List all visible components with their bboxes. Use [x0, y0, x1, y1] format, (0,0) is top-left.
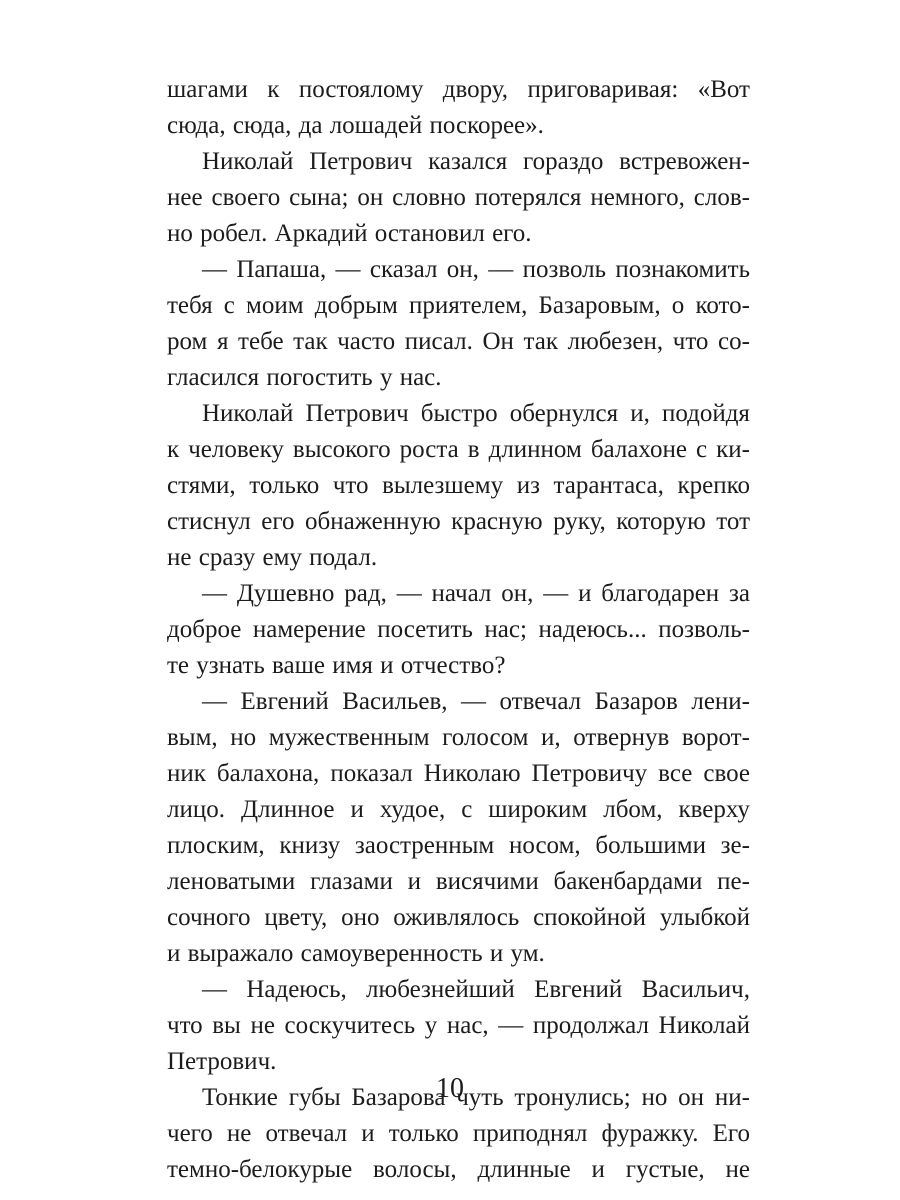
text-word: не: [226, 1120, 252, 1147]
text-word: подойдя: [661, 400, 750, 427]
text-word: гораздо: [523, 148, 604, 175]
text-line: [167, 612, 750, 648]
text-word: из: [516, 472, 540, 499]
text-word: Николаю: [423, 760, 521, 787]
text-word: —: [202, 976, 227, 1003]
text-word: человеку: [188, 436, 284, 463]
text-word: роста: [399, 436, 459, 463]
text-word: худое,: [379, 796, 446, 823]
text-word: все: [658, 760, 693, 787]
text-word: соскучитесь: [284, 1012, 416, 1039]
text-word: его: [261, 508, 295, 535]
text-word: отвечал: [265, 1120, 348, 1147]
text-line: не сразу ему подал.: [167, 544, 378, 571]
text-word: Надеюсь,: [246, 976, 347, 1003]
text-word: вым,: [167, 724, 218, 751]
text-line: [167, 1152, 750, 1188]
text-word: бакенбардами: [553, 868, 703, 895]
text-line: те узнать ваше имя и отчество?: [167, 652, 506, 679]
text-line: [167, 756, 750, 792]
text-word: ки-: [716, 436, 750, 463]
text-word: познакомить: [615, 256, 750, 283]
text-word: казался: [428, 148, 508, 175]
text-word: он: [357, 184, 384, 211]
text-word: и: [407, 868, 422, 895]
text-word: позволь: [522, 256, 606, 283]
text-word: что: [672, 328, 709, 355]
text-word: и: [578, 580, 592, 607]
text-word: что: [167, 1012, 203, 1039]
text-word: и: [350, 796, 364, 823]
text-line: [167, 180, 750, 216]
text-word: благодарен: [601, 580, 720, 607]
text-word: что: [332, 472, 369, 499]
text-word: —: [202, 256, 227, 283]
text-word: у: [424, 1012, 438, 1039]
text-word: Базаров: [594, 688, 678, 715]
text-word: и: [591, 1156, 605, 1183]
text-word: надеюсь...: [538, 616, 647, 643]
text-word: доброе: [167, 616, 242, 643]
text-word: нее: [167, 184, 203, 211]
text-word: широким: [488, 796, 588, 823]
text-line: [167, 792, 750, 828]
text-word: руку,: [553, 508, 606, 535]
text-word: позволь-: [658, 616, 750, 643]
text-word: тебе: [238, 328, 284, 355]
text-word: голосом: [442, 724, 529, 751]
text-line: [167, 720, 750, 756]
text-word: встревожен-: [619, 148, 750, 175]
text-word: Васильич,: [641, 976, 750, 1003]
text-word: любезнейший: [366, 976, 515, 1003]
text-word: Папаша,: [236, 256, 327, 283]
text-word: сочного: [167, 904, 251, 931]
text-word: только: [388, 1120, 459, 1147]
text-line: гласился погостить у нас.: [167, 364, 442, 391]
text-word: ник: [167, 760, 206, 787]
text-word: чего: [167, 1120, 213, 1147]
text-line: [167, 432, 750, 468]
text-word: посетить: [377, 616, 473, 643]
text-word: ни-: [714, 1084, 750, 1111]
text-word: —: [396, 580, 422, 607]
text-word: Николай: [202, 400, 294, 427]
text-word: балахона,: [216, 760, 320, 787]
text-word: отвернув: [573, 724, 670, 751]
text-word: темно-белокурые: [167, 1156, 353, 1183]
text-word: часто: [337, 328, 396, 355]
text-word: Петрович: [305, 400, 409, 427]
text-word: оно: [341, 904, 380, 931]
text-word: Евгений: [240, 688, 329, 715]
text-word: нас,: [446, 1012, 489, 1039]
text-word: Длинное: [240, 796, 335, 823]
text-word: к: [167, 436, 180, 463]
text-word: улыбкой: [659, 904, 750, 931]
text-word: кото-: [695, 292, 750, 319]
text-word: добрым: [314, 292, 398, 319]
text-word: тебя: [167, 292, 213, 319]
text-line: [167, 144, 750, 180]
text-word: постоялому: [298, 76, 424, 103]
text-word: потерялся: [474, 184, 582, 211]
text-word: высокого: [292, 436, 391, 463]
text-line: и выражало самоуверенность и ум.: [167, 940, 545, 967]
text-word: приподнял: [472, 1120, 588, 1147]
text-word: сказал: [369, 256, 438, 283]
text-word: Николай: [658, 1012, 750, 1039]
text-word: обнаженную: [305, 508, 441, 535]
text-word: пе-: [717, 868, 750, 895]
text-word: Базарова: [351, 1084, 446, 1111]
text-word: которую: [616, 508, 706, 535]
text-line: [167, 828, 750, 864]
text-word: к: [267, 76, 280, 103]
text-word: не: [725, 1156, 750, 1183]
text-word: нас;: [484, 616, 527, 643]
text-word: Петрович: [309, 148, 413, 175]
text-word: Николай: [202, 148, 294, 175]
text-word: —: [488, 256, 514, 283]
text-word: так: [293, 328, 328, 355]
text-word: Петровичу: [531, 760, 648, 787]
text-word: я: [216, 328, 229, 355]
text-word: со-: [718, 328, 750, 355]
text-word: крепко: [677, 472, 750, 499]
text-line: [167, 900, 750, 936]
text-word: фуражку.: [601, 1120, 699, 1147]
text-word: любезен,: [567, 328, 664, 355]
text-word: стями,: [167, 472, 236, 499]
text-line: [167, 468, 750, 504]
text-word: висячими: [435, 868, 539, 895]
text-word: он,: [446, 256, 479, 283]
text-word: сына;: [289, 184, 349, 211]
text-line: [167, 72, 750, 108]
text-line: [167, 864, 750, 900]
text-word: густые,: [625, 1156, 705, 1183]
text-word: писал.: [404, 328, 473, 355]
text-word: приятелем,: [408, 292, 528, 319]
text-word: лени-: [691, 688, 750, 715]
text-word: носом,: [508, 832, 581, 859]
text-word: ворот-: [681, 724, 750, 751]
text-word: он: [678, 1084, 705, 1111]
text-word: лицо.: [167, 796, 225, 823]
text-word: книзу: [279, 832, 341, 859]
text-word: он,: [501, 580, 534, 607]
text-line: [167, 972, 750, 1008]
text-word: зе-: [720, 832, 750, 859]
text-word: и,: [630, 400, 650, 427]
text-word: большими: [595, 832, 706, 859]
text-word: тронулись;: [514, 1084, 631, 1111]
text-word: ром: [167, 328, 208, 355]
text-word: и: [361, 1120, 375, 1147]
text-word: рад,: [344, 580, 387, 607]
text-word: быстро: [420, 400, 498, 427]
text-word: Душевно: [236, 580, 335, 607]
text-word: —: [202, 688, 227, 715]
text-word: заостренным: [354, 832, 495, 859]
text-word: своего: [211, 184, 281, 211]
text-word: леноватыми: [167, 868, 296, 895]
text-word: моим: [246, 292, 304, 319]
text-word: приговаривая:: [527, 76, 679, 103]
text-word: спокойной: [533, 904, 647, 931]
text-word: плоским,: [167, 832, 265, 859]
text-word: чуть: [456, 1084, 504, 1111]
text-word: так: [523, 328, 559, 355]
text-line: но робел. Аркадий остановил его.: [167, 220, 532, 247]
text-word: волосы,: [373, 1156, 457, 1183]
text-word: слов-: [693, 184, 750, 211]
text-word: словно: [392, 184, 466, 211]
text-line: [167, 576, 750, 612]
text-word: вы: [212, 1012, 241, 1039]
text-word: начал: [431, 580, 492, 607]
text-word: отвечал: [499, 688, 582, 715]
text-word: но: [641, 1084, 668, 1111]
text-word: показал: [330, 760, 413, 787]
text-word: продолжал: [532, 1012, 649, 1039]
text-word: Васильев,: [342, 688, 448, 715]
text-word: двору,: [442, 76, 509, 103]
text-line: [167, 684, 750, 720]
text-word: лбом,: [603, 796, 663, 823]
text-line: Петрович.: [167, 1048, 277, 1075]
text-line: сюда, сюда, да лошадей поскорее».: [167, 112, 544, 139]
text-word: только: [249, 472, 320, 499]
text-word: Тонкие: [202, 1084, 278, 1111]
text-line: [167, 324, 750, 360]
text-word: с: [223, 292, 235, 319]
text-word: мужественным: [268, 724, 430, 751]
text-word: тот: [716, 508, 750, 535]
text-word: красную: [451, 508, 543, 535]
text-word: —: [335, 256, 361, 283]
text-word: губы: [288, 1084, 341, 1111]
text-word: с: [695, 436, 708, 463]
text-word: Базаровым,: [538, 292, 661, 319]
text-word: стиснул: [167, 508, 251, 535]
text-word: не: [250, 1012, 275, 1039]
text-word: о: [671, 292, 685, 319]
text-word: и,: [541, 724, 561, 751]
text-word: оживлялось: [393, 904, 520, 931]
text-word: шагами: [167, 76, 248, 103]
text-word: но: [230, 724, 257, 751]
text-line: [167, 1008, 750, 1044]
text-word: Он: [482, 328, 514, 355]
text-word: балахоне: [590, 436, 687, 463]
text-word: тарантаса,: [553, 472, 664, 499]
page-number: 10: [436, 1073, 464, 1104]
text-word: длинные: [477, 1156, 571, 1183]
text-word: свое: [703, 760, 750, 787]
text-line: [167, 288, 750, 324]
text-word: намерение: [252, 616, 366, 643]
text-word: —: [461, 688, 487, 715]
text-line: [167, 396, 750, 432]
text-line: [167, 1116, 750, 1152]
text-word: за: [729, 580, 750, 607]
text-word: цвету,: [264, 904, 328, 931]
text-word: вылезшему: [382, 472, 504, 499]
text-word: длинном: [488, 436, 582, 463]
text-word: Его: [712, 1120, 750, 1147]
text-word: с: [461, 796, 473, 823]
text-word: в: [467, 436, 480, 463]
text-word: —: [543, 580, 569, 607]
text-word: немного,: [590, 184, 685, 211]
text-line: [167, 252, 750, 288]
text-line: [167, 504, 750, 540]
text-word: обернулся: [509, 400, 619, 427]
text-word: «Вот: [697, 76, 750, 103]
page-body-text: [167, 72, 750, 1188]
text-word: кверху: [678, 796, 750, 823]
text-word: Евгений: [534, 976, 623, 1003]
text-word: —: [498, 1012, 524, 1039]
text-word: глазами: [310, 868, 393, 895]
text-word: —: [202, 580, 227, 607]
